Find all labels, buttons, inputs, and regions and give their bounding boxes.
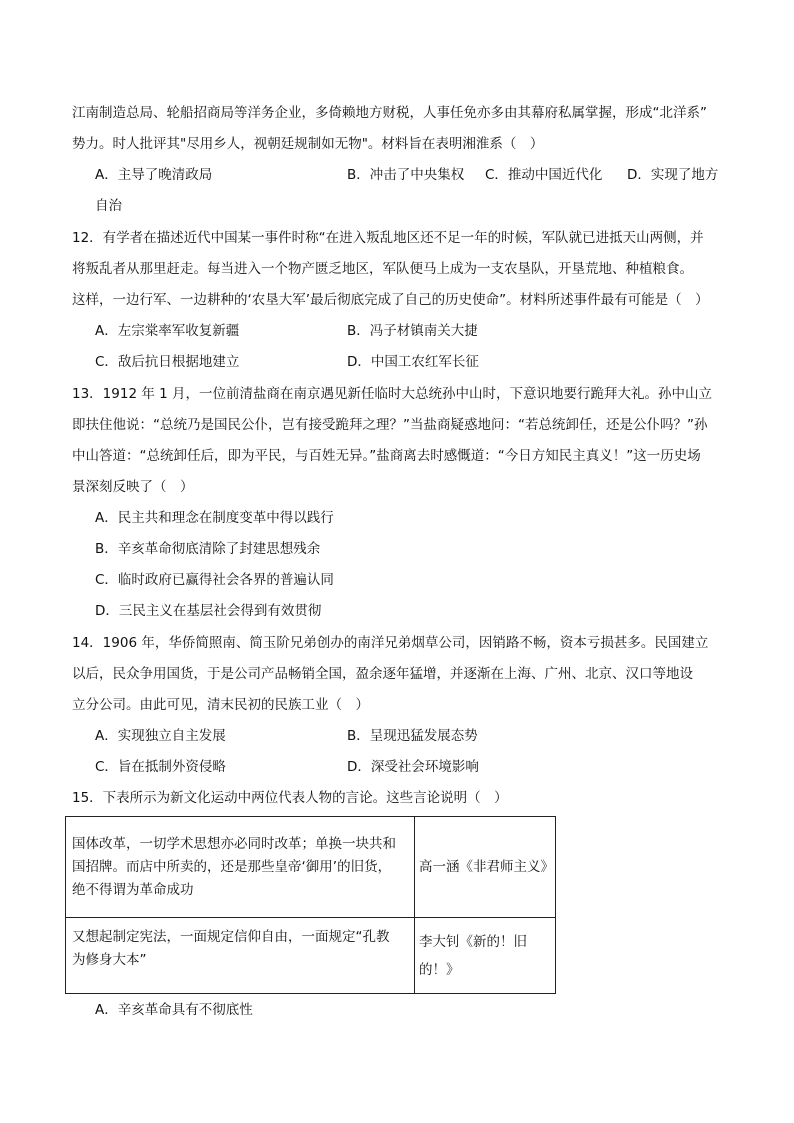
q13-stem-line-1: 13．1912 年 1 月，一位前清盐商在南京遇见新任临时大总统孙中山时，下意识地要行跪拜大礼。孙中山立	[72, 386, 712, 402]
q11-option-a[interactable]: A．主导了晚清政局	[95, 167, 213, 183]
q11-option-b[interactable]: B．冲击了中央集权	[347, 167, 465, 183]
q12-stem-line-3: 这样，一边行军、一边耕种的‘农垦大军’最后彻底完成了自己的历史使命”。材料所述事件最有可能是（ ）	[72, 292, 709, 308]
source-cell	[415, 918, 556, 994]
q13-stem-line-2: 即扶住他说：“总统乃是国民公仆，岂有接受跪拜之理？”当盐商疑惑地问：“若总统卸任，还是公仆吗？”孙	[72, 417, 708, 433]
quote-line: 为修身大本”	[72, 952, 147, 968]
q14-option-d[interactable]: D．深受社会环境影响	[347, 759, 479, 775]
q11-option-d[interactable]: D．实现了地方	[627, 167, 719, 183]
q11-stem-line-1: 江南制造总局、轮船招商局等洋务企业，多倚赖地方财税，人事任免亦多由其幕府私属掌握，形成“北洋系”	[72, 105, 707, 121]
q12-stem-line-1: 12．有学者在描述近代中国某一事件时称“在进入叛乱地区还不足一年的时候，军队就已进抵天山两侧，并	[72, 230, 704, 246]
q15-option-a[interactable]: A．辛亥革命具有不彻底性	[95, 1002, 253, 1018]
q11-stem-line-2: 势力。时人批评其"尽用乡人，视朝廷规制如无物"。材料旨在表明湘淮系（ ）	[72, 136, 544, 152]
q15-stem: 15．下表所示为新文化运动中两位代表人物的言论。这些言论说明（ ）	[72, 790, 508, 806]
source-cell	[415, 817, 556, 918]
q14-option-c[interactable]: C．旨在抵制外资侵略	[95, 759, 226, 775]
q13-option-b[interactable]: B．辛亥革命彻底清除了封建思想残余	[95, 541, 321, 557]
quote-line: 绝不得谓为革命成功	[72, 881, 194, 898]
q12-option-a[interactable]: A．左宗棠率军收复新疆	[95, 323, 240, 339]
q14-option-b[interactable]: B．呈现迅猛发展态势	[347, 728, 478, 744]
q12-stem-line-2: 将叛乱者从那里赶走。每当进入一个物产匮乏地区，军队便马上成为一支农垦队，开垦荒地、种植粮食。	[72, 261, 693, 277]
q12-option-d[interactable]: D．中国工农红军长征	[347, 354, 479, 370]
q13-stem-line-4: 景深刻反映了（ ）	[72, 479, 194, 495]
q12-option-c[interactable]: C．敌后抗日根据地建立	[95, 354, 240, 370]
quote-line: 国招牌。而店中所卖的，还是那些皇帝‘御用’的旧货，	[72, 858, 392, 875]
quote-cell	[66, 817, 415, 918]
q14-stem-line-1: 14．1906 年，华侨简照南、简玉阶兄弟创办的南洋兄弟烟草公司，因销路不畅，资本亏损甚多。民国建立	[72, 635, 709, 651]
q13-option-c[interactable]: C．临时政府已赢得社会各界的普遍认同	[95, 572, 334, 588]
q11-option-d-wrap: 自治	[95, 198, 122, 214]
q11-option-c[interactable]: C．推动中国近代化	[485, 167, 603, 183]
q14-stem-line-3: 立分公司。由此可见，清末民初的民族工业（ ）	[72, 697, 369, 713]
q12-option-b[interactable]: B．冯子材镇南关大捷	[347, 323, 478, 339]
q14-option-a[interactable]: A．实现独立自主发展	[95, 728, 226, 744]
source-line: 高一涵《非君师主义》	[419, 858, 554, 875]
quote-cell	[66, 918, 415, 994]
q14-stem-line-2: 以后，民众争用国货，于是公司产品畅销全国，盈余逐年猛增，并逐渐在上海、广州、北京、汉口等地设	[72, 666, 693, 682]
source-line: 李大钊《新的！旧	[419, 934, 527, 950]
q15-quote-table	[65, 816, 556, 994]
quote-line: 又想起制定宪法，一面规定信仰自由，一面规定“孔教	[72, 929, 390, 945]
table-row	[66, 817, 556, 918]
quote-line: 国体改革，一切学术思想亦必同时改革；单换一块共和	[72, 835, 396, 852]
q13-stem-line-3: 中山答道：“总统卸任后，即为平民，与百姓无异。”盐商离去时感慨道：“今日方知民主真义！”这一历史场	[72, 448, 701, 464]
q13-option-d[interactable]: D．三民主义在基层社会得到有效贯彻	[95, 603, 322, 619]
table-row	[66, 918, 556, 994]
q13-option-a[interactable]: A．民主共和理念在制度变革中得以践行	[95, 510, 334, 526]
source-line: 的！》	[419, 962, 460, 978]
